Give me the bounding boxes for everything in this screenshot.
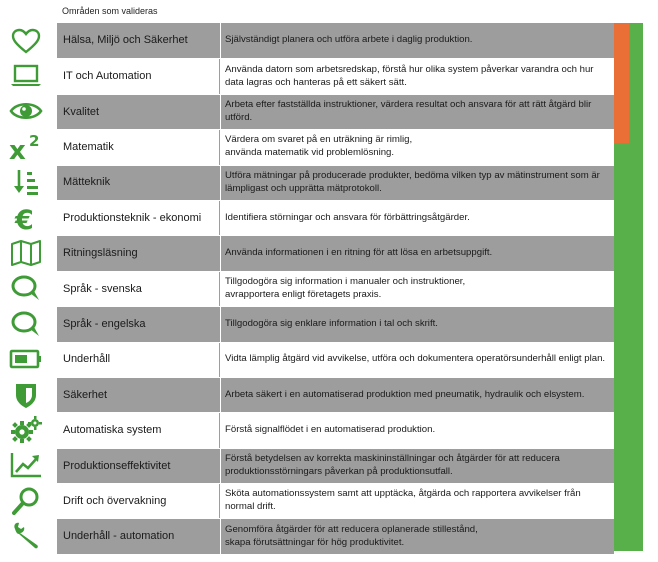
- area-label: Drift och övervakning: [57, 484, 220, 518]
- shield-icon: [4, 377, 48, 412]
- map-icon: [4, 235, 48, 270]
- area-label: Matematik: [57, 130, 220, 164]
- status-bar-green: [614, 143, 629, 551]
- area-description: Självständigt planera och utföra arbete i daglig produktion.: [220, 23, 614, 58]
- table-row: [57, 58, 614, 93]
- table-row: [57, 129, 614, 164]
- area-description: Tillgodogöra sig enklare information i tal och skrift.: [220, 307, 614, 341]
- validation-table: [57, 23, 614, 554]
- area-label: Ritningsläsning: [63, 247, 138, 260]
- table-row: [57, 271, 614, 306]
- x-squared-icon: [4, 129, 48, 164]
- area-label: Underhåll: [57, 343, 220, 377]
- area-label: Produktionseffektivitet: [63, 459, 171, 472]
- area-description: Genomföra åtgärder för att reducera oplanerade stillestånd, skapa förutsättningar för hög produktivitet.: [220, 519, 614, 553]
- area-description: Sköta automationssystem samt att upptäcka, åtgärda och rapportera avvikelser från normal drift.: [220, 484, 614, 518]
- gears-icon: [4, 412, 48, 447]
- sort-list-icon: [4, 165, 48, 200]
- svg-text:x: x: [9, 135, 26, 162]
- area-description: Värdera om svaret på en uträkning är rimlig, använda matematik vid problemlösning.: [220, 130, 614, 164]
- table-header: Områden som valideras: [62, 6, 158, 16]
- magnifier-icon: [4, 483, 48, 518]
- speech-bubble-icon: [4, 271, 48, 306]
- table-row: [57, 235, 614, 270]
- area-label: IT och Automation: [57, 59, 220, 93]
- svg-text:2: 2: [29, 131, 40, 150]
- area-description: Förstå signalflödet i en automatiserad produktion.: [220, 413, 614, 447]
- table-row: [57, 200, 614, 235]
- table-row: [57, 306, 614, 341]
- wrench-icon: [4, 518, 48, 553]
- table-row: [57, 342, 614, 377]
- eye-icon: [4, 94, 48, 129]
- area-label: Kvalitet: [63, 105, 100, 118]
- battery-icon: [4, 342, 48, 377]
- area-description: Utföra mätningar på producerade produkter, bedöma vilken typ av mätinstrument som är lämpligast och upprätta mätprotokoll.: [220, 166, 614, 200]
- table-row: [57, 448, 614, 483]
- area-description: Tillgodogöra sig information i manualer och instruktioner, avrapportera enligt företagets praxis.: [220, 272, 614, 306]
- area-description: Använda datorn som arbetsredskap, förstå hur olika system påverkar varandra och hur data lagras och hanteras på ett säkert sätt.: [220, 59, 614, 93]
- table-row: [57, 165, 614, 200]
- area-label: Automatiska system: [57, 413, 220, 447]
- status-bar-green-outer: [629, 23, 643, 551]
- area-label: Språk - engelska: [63, 318, 146, 330]
- svg-text:€: €: [15, 204, 34, 232]
- area-description: Arbeta efter fastställda instruktioner, värdera resultat och ansvara för att rätt åtgärd blir utförd.: [220, 95, 614, 129]
- euro-icon: [4, 200, 48, 235]
- table-row: [57, 518, 614, 553]
- table-row: [57, 483, 614, 518]
- area-description: Förstå betydelsen av korrekta maskininställningar och åtgärder för att reducera produktionsstörningars påverkan på produktionsutfall.: [220, 449, 614, 483]
- area-label: Mätteknik: [63, 176, 111, 189]
- table-row: [57, 94, 614, 129]
- area-label: Säkerhet: [63, 388, 108, 401]
- laptop-icon: [4, 58, 48, 93]
- heart-icon: [4, 23, 48, 58]
- area-description: Arbeta säkert i en automatiserad produktion med pneumatik, hydraulik och elsystem.: [220, 378, 614, 412]
- area-description: Identifiera störningar och ansvara för förbättringsåtgärder.: [220, 201, 614, 235]
- area-label: Produktionsteknik - ekonomi: [57, 201, 220, 235]
- trend-chart-icon: [4, 448, 48, 483]
- area-label: Språk - svenska: [57, 272, 220, 306]
- area-description: Använda informationen i en ritning för att lösa en arbetsuppgift.: [220, 236, 614, 270]
- table-row: [57, 412, 614, 447]
- table-row: [57, 23, 614, 58]
- speech-bubble-icon: [4, 306, 48, 341]
- table-row: [57, 377, 614, 412]
- icon-column: [4, 23, 48, 554]
- area-label: Hälsa, Miljö och Säkerhet: [63, 34, 188, 47]
- area-description: Vidta lämplig åtgärd vid avvikelse, utföra och dokumentera operatörsunderhåll enligt plan.: [220, 343, 614, 377]
- area-label: Underhåll - automation: [63, 530, 175, 543]
- status-bar-orange: [614, 23, 629, 143]
